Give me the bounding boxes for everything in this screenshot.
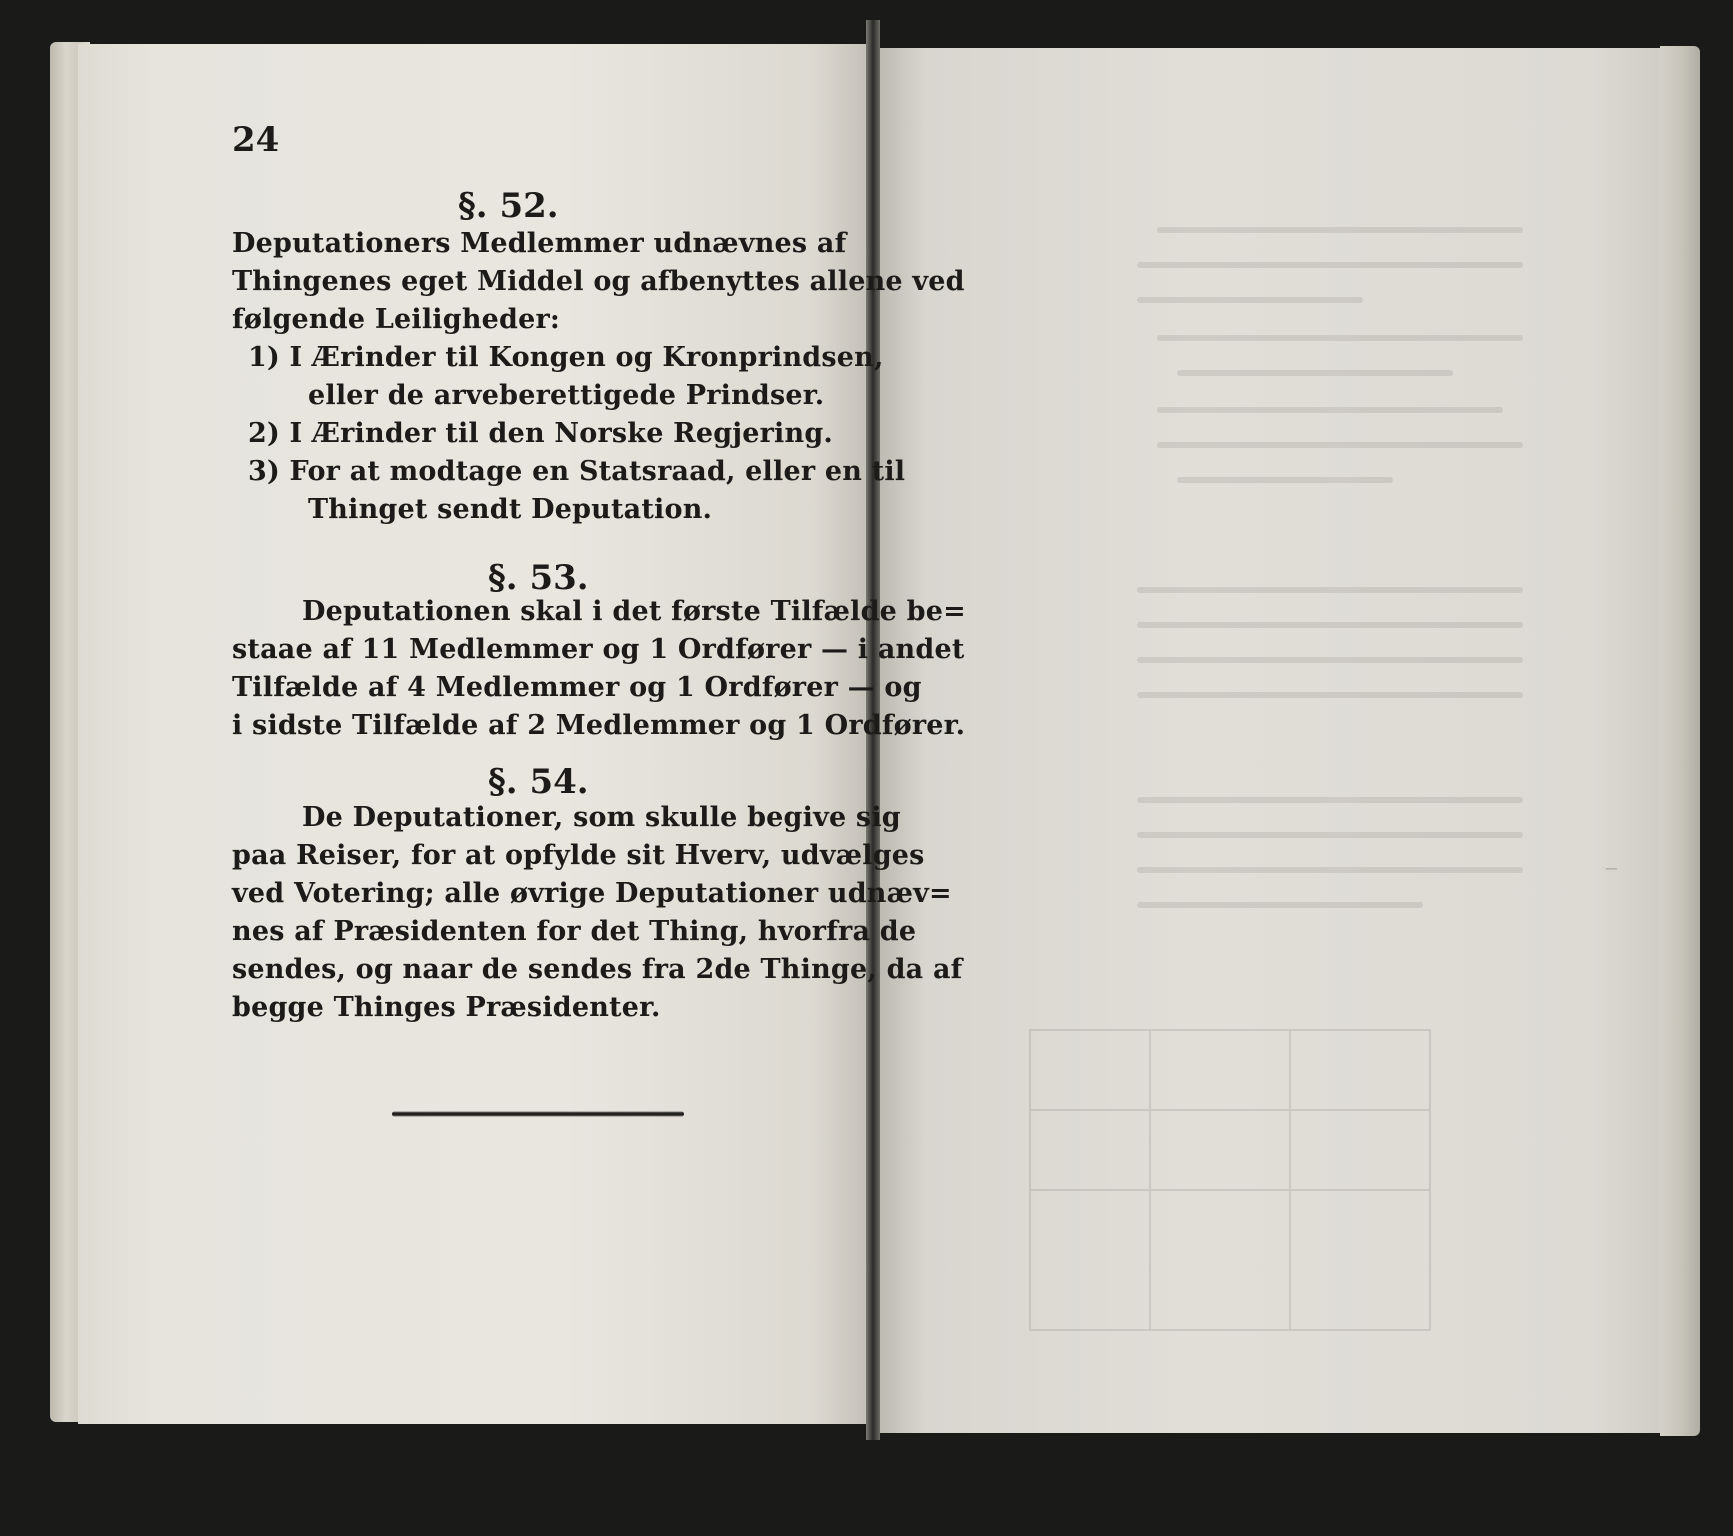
text-line: Tilfælde af 4 Medlemmer og 1 Ordfører — og [232, 672, 922, 703]
right-page-edges [1660, 46, 1700, 1436]
text-line: begge Thinges Præsidenter. [232, 992, 661, 1023]
text-line: Deputationers Medlemmer udnævnes af [232, 228, 847, 259]
page-number: 24 [232, 120, 280, 160]
text-line: følgende Leiligheder: [232, 304, 561, 335]
text-line: Thinget sendt Deputation. [308, 494, 713, 525]
text-line: staae af 11 Medlemmer og 1 Ordfører — i andet [232, 634, 965, 665]
text-line: Deputationen skal i det første Tilfælde be= [302, 596, 966, 627]
text-line: paa Reiser, for at opfylde sit Hverv, udvælges [232, 840, 925, 871]
horizontal-rule [392, 1111, 684, 1117]
text-line: De Deputationer, som skulle begive sig [302, 802, 901, 833]
show-through-lines [1120, 170, 1540, 930]
show-through-table-lines [1020, 1010, 1440, 1340]
section-heading-53: §. 53. [488, 558, 589, 598]
text-line: 3) For at modtage en Statsraad, eller en til [248, 456, 906, 487]
section-heading-52: §. 52. [458, 186, 559, 226]
text-line: 1) I Ærinder til Kongen og Kronprindsen, [248, 342, 884, 373]
text-line: i sidste Tilfælde af 2 Medlemmer og 1 Ordfører. [232, 710, 966, 741]
show-through-table [1020, 1010, 1440, 1340]
text-line: nes af Præsidenten for det Thing, hvorfra de [232, 916, 917, 947]
right-page-smudge: ‒ [1605, 855, 1618, 879]
text-line: ved Votering; alle øvrige Deputationer udnæv= [232, 878, 952, 909]
show-through-texture [1120, 170, 1540, 930]
text-line: sendes, og naar de sendes fra 2de Thinge, da af [232, 954, 963, 985]
text-line: Thingenes eget Middel og afbenyttes allene ved [232, 266, 965, 297]
text-line: eller de arveberettigede Prindser. [308, 380, 825, 411]
text-line: 2) I Ærinder til den Norske Regjering. [248, 418, 834, 449]
section-heading-54: §. 54. [488, 762, 589, 802]
